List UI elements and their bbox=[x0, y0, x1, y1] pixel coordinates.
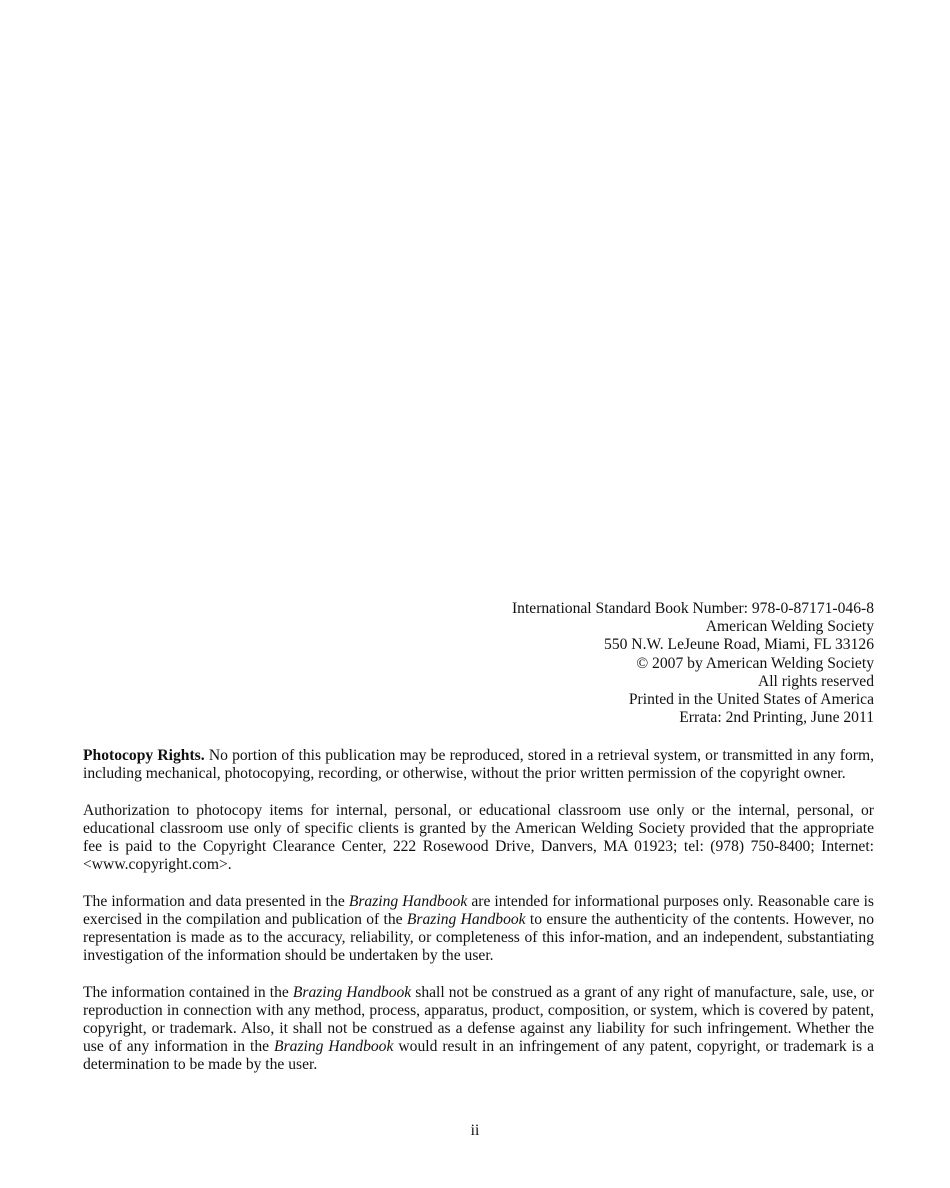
isbn-line: International Standard Book Number: 978-0-87171-046-8 bbox=[511, 600, 874, 617]
publisher-line: American Welding Society bbox=[705, 618, 874, 636]
address-line: 550 N.W. LeJeune Road, Miami, FL 33126 bbox=[604, 636, 874, 654]
photocopy-rights-text: No portion of this publication may be reproduced, stored in a retrieval system, or transmitted in any form, including mechanical, photocopying, recording, or otherwise, without the prior written permission of the copyright owner. bbox=[83, 747, 874, 783]
patent-text-2: shall not be construed as a grant of any right of manufacture, sale, use, or reproduction in connection with any method, process, apparatus, product, composition, or system, which is covered by patent, copyright, or trademark. Also, it shall not be construed as a defense against any liability for such infringement. Whether the use of any information in the bbox=[83, 983, 875, 1056]
information-disclaimer-paragraph bbox=[83, 893, 874, 966]
patent-disclaimer-paragraph bbox=[83, 984, 874, 1075]
information-text-1: The information and data presented in the bbox=[83, 892, 349, 910]
copyright-line: © 2007 by American Welding Society bbox=[636, 654, 874, 672]
patent-text-1: The information contained in the bbox=[83, 983, 293, 1001]
information-text-2: are intended for informational purposes only. Reasonable care is exercised in the compilation and publication of the bbox=[83, 892, 875, 928]
rights-line: All rights reserved bbox=[757, 672, 874, 690]
patent-text-3: would result in an infringement of any patent, copyright, or trademark is a determination to be made by the user. bbox=[83, 1038, 874, 1074]
book-title: Brazing Handbook bbox=[274, 1038, 394, 1056]
authorization-paragraph: Authorization to photocopy items for internal, personal, or educational classroom use only or the internal, personal, or educational classroom use only of specific clients is granted by the American Welding Society provided that the appropriate fee is paid to the Copyright Clearance Center, 222 Rosewood Drive, Danvers, MA 01923; tel: (978) 750-8400; Internet: <www.copyright.com>. bbox=[83, 801, 874, 874]
information-text-3: to ensure the authenticity of the contents. However, no representation is made as to the accuracy, reliability, or completeness of this infor-mation, and an independent, substantiating investigation of the information should be undertaken by the user. bbox=[83, 910, 874, 965]
photocopy-rights-heading: Photocopy Rights. bbox=[83, 747, 205, 764]
legal-notices bbox=[83, 747, 874, 1093]
page-number: ii bbox=[470, 1122, 480, 1139]
printed-line: Printed in the United States of America bbox=[628, 691, 874, 709]
errata-line: Errata: 2nd Printing, June 2011 bbox=[679, 709, 874, 727]
book-title: Brazing Handbook bbox=[348, 892, 468, 910]
book-title: Brazing Handbook bbox=[406, 910, 526, 928]
imprint-block bbox=[83, 600, 874, 727]
photocopy-rights-paragraph bbox=[83, 747, 874, 783]
book-title: Brazing Handbook bbox=[292, 983, 412, 1001]
